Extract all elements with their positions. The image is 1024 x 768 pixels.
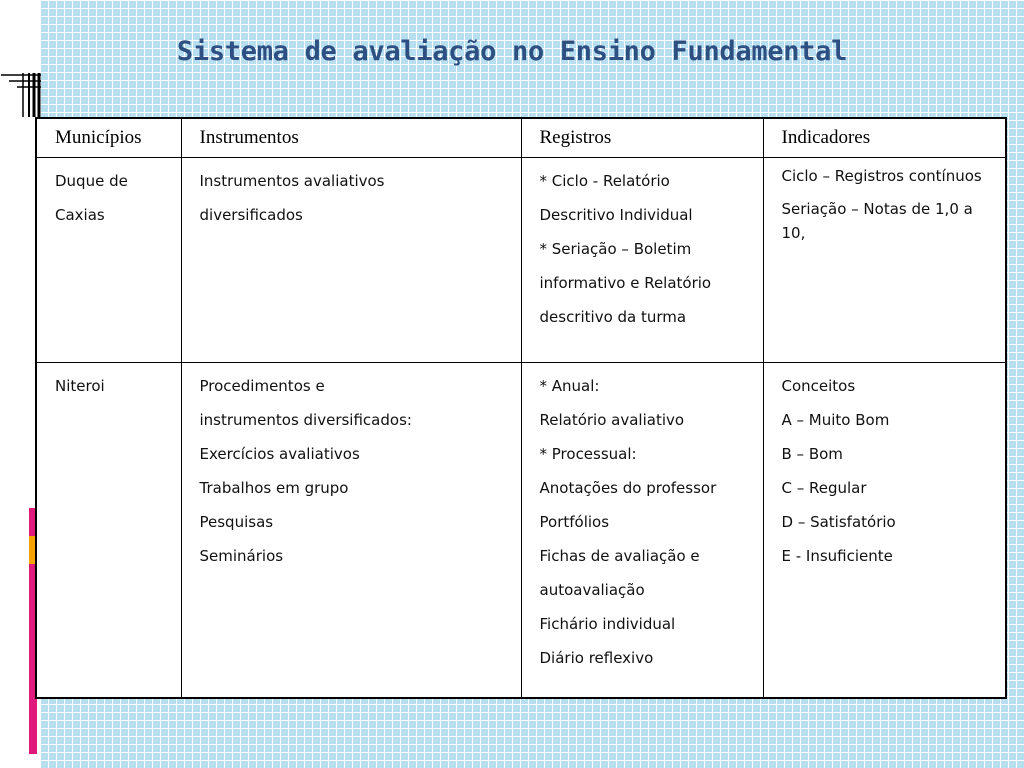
cell-indicadores <box>763 158 1006 363</box>
cell-line: Niteroi <box>55 377 105 395</box>
cell-municipio <box>36 158 181 363</box>
cell-paragraph: Ciclo – Registros contínuos <box>781 167 982 185</box>
header-instrumentos: Instrumentos <box>181 118 521 158</box>
cell-line: Portfólios <box>539 513 610 531</box>
table-row <box>36 363 1006 699</box>
cell-registros <box>521 363 763 699</box>
page-title: Sistema de avaliação no Ensino Fundamental <box>176 36 848 67</box>
cell-line: * Ciclo - Relatório <box>539 172 670 190</box>
cell-line: autoavaliação <box>539 581 645 599</box>
cell-instrumentos <box>181 158 521 363</box>
cell-line: Anotações do professor <box>539 479 717 497</box>
cell-line: Descritivo Individual <box>539 206 693 224</box>
cell-line: informativo e Relatório <box>539 274 712 292</box>
cell-line: Conceitos <box>781 377 856 395</box>
cell-line: Procedimentos e <box>199 377 325 395</box>
decorative-lines-icon <box>1 71 45 119</box>
cell-line: * Anual: <box>539 377 600 395</box>
cell-line: diversificados <box>199 206 303 224</box>
cell-line: Seminários <box>199 547 284 565</box>
cell-indicadores <box>763 363 1006 699</box>
cell-line: Instrumentos avaliativos <box>199 172 385 190</box>
cell-line: B – Bom <box>781 445 843 463</box>
cell-line: Fichas de avaliação e <box>539 547 700 565</box>
cell-line: Exercícios avaliativos <box>199 445 360 463</box>
cell-line: C – Regular <box>781 479 867 497</box>
cell-line: Duque de <box>55 172 128 190</box>
cell-line: descritivo da turma <box>539 308 687 326</box>
table-header-row <box>36 118 1006 158</box>
header-municipios: Municípios <box>36 118 181 158</box>
cell-municipio <box>36 363 181 699</box>
cell-line: Pesquisas <box>199 513 274 531</box>
cell-line: A – Muito Bom <box>781 411 890 429</box>
cell-line: Fichário individual <box>539 615 676 633</box>
cell-paragraph: Seriação – Notas de 1,0 a 10, <box>781 200 973 242</box>
table-row <box>36 158 1006 363</box>
evaluation-table <box>35 117 1007 699</box>
cell-registros <box>521 158 763 363</box>
cell-line: * Seriação – Boletim <box>539 240 692 258</box>
cell-line: * Processual: <box>539 445 637 463</box>
cell-line: Relatório avaliativo <box>539 411 685 429</box>
header-registros: Registros <box>521 118 763 158</box>
cell-line: Diário reflexivo <box>539 649 654 667</box>
cell-line: E - Insuficiente <box>781 547 893 565</box>
cell-line: Caxias <box>55 206 105 224</box>
cell-line: Trabalhos em grupo <box>199 479 349 497</box>
header-indicadores: Indicadores <box>763 118 1006 158</box>
cell-line: D – Satisfatório <box>781 513 896 531</box>
cell-instrumentos <box>181 363 521 699</box>
cell-line: instrumentos diversificados: <box>199 411 412 429</box>
